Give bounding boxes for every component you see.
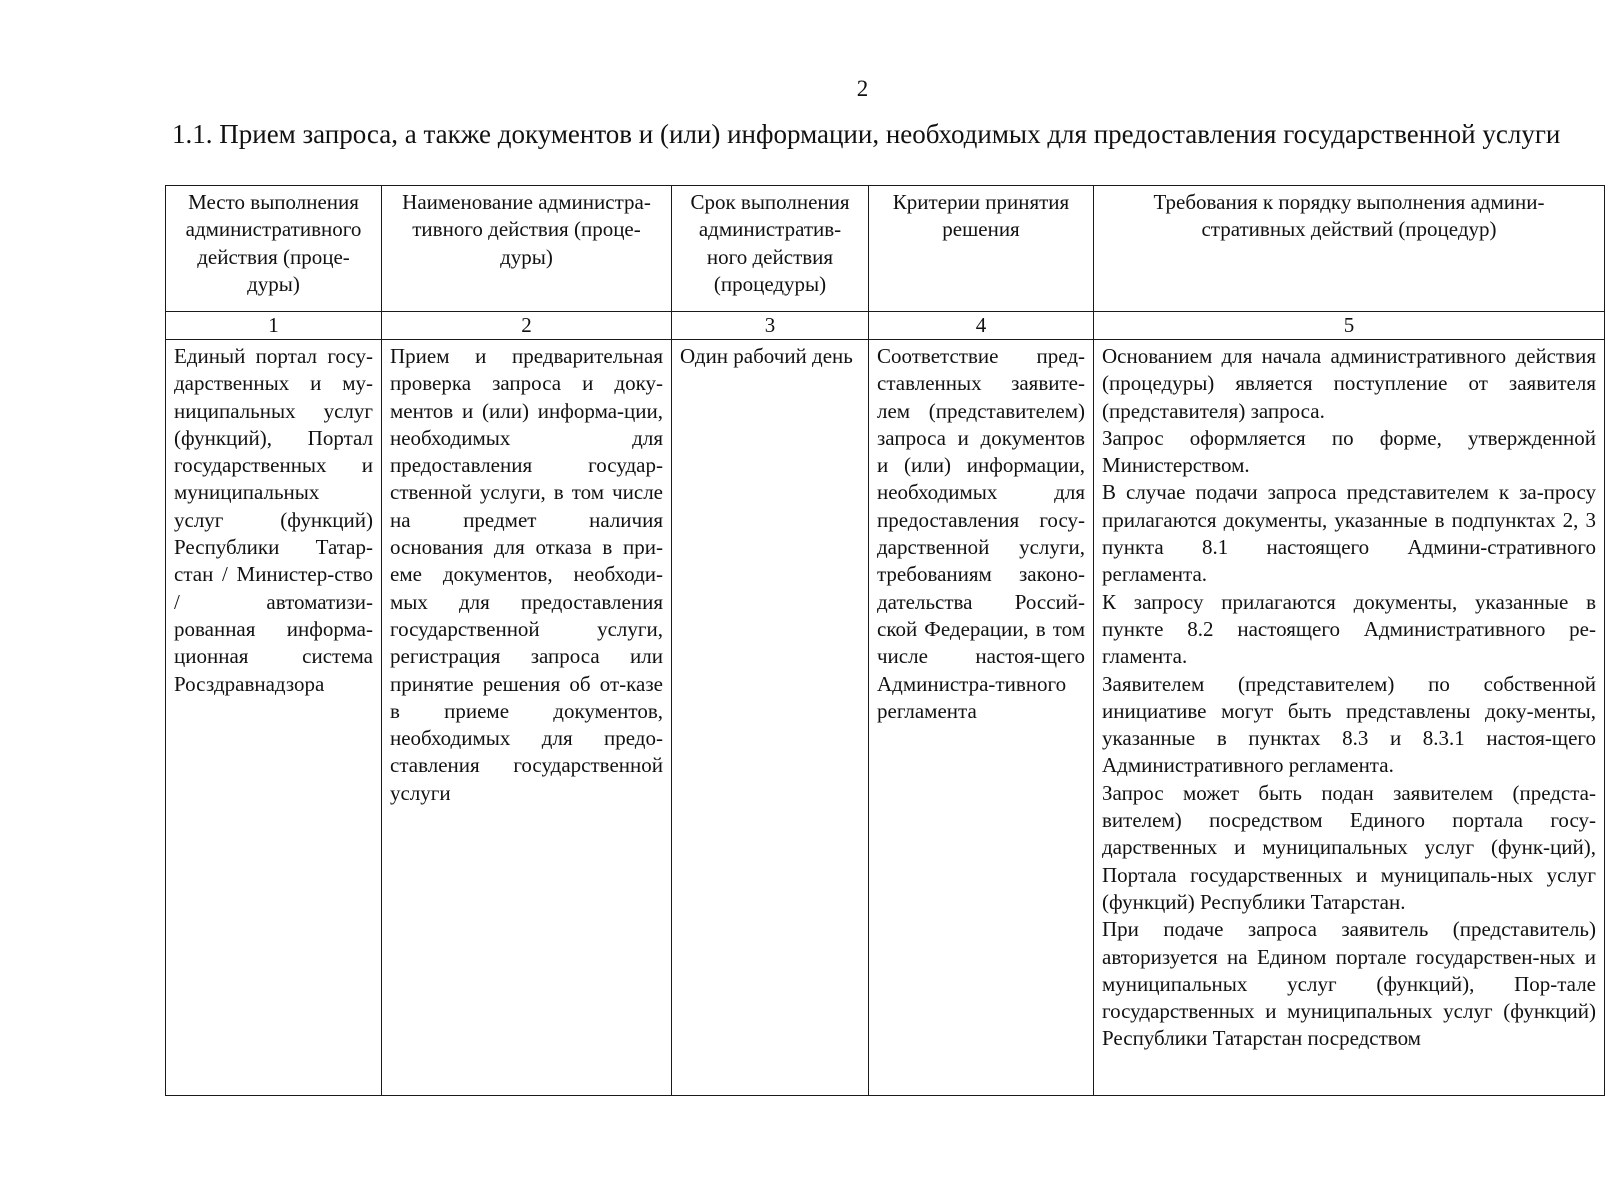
cell-action-name [382, 340, 672, 1096]
requirement-paragraph: При подаче запроса заявитель (представитель) авторизуется на Едином портале государствен-ных и муниципальных услуг (функций), Пор-тале государственных и муниципальных услуг (функций) Республики Татарстан посредством [1102, 917, 1596, 1051]
header-row [166, 186, 1605, 312]
header-requirements: Требования к порядку выполнения админи-стративных действий (процедур) [1094, 186, 1605, 312]
cell-criteria [869, 340, 1094, 1096]
requirement-paragraph: В случае подачи запроса представителем к за-просу прилагаются документы, указанные в подпунктах 2, 3 пункта 8.1 настоящего Админи-стративного регламента. [1102, 480, 1596, 587]
header-criteria: Критерии принятия решения [869, 186, 1094, 312]
header-action-name: Наименование администра-тивного действия (проце-дуры) [382, 186, 672, 312]
column-number: 4 [869, 312, 1094, 340]
section-title: 1.1. Прием запроса, а также документов и (или) информации, необходимых для предоставления государственной услуги [172, 119, 1561, 149]
cell-term [672, 340, 869, 1096]
requirement-paragraph: К запросу прилагаются документы, указанные в пункте 8.2 настоящего Административного ре-гламента. [1102, 589, 1596, 669]
column-number-row [166, 312, 1605, 340]
header-place: Место выполнения административного действия (проце-дуры) [166, 186, 382, 312]
term-text: Один рабочий день [680, 344, 853, 368]
header-term: Срок выполнения административ-ного действия (процедуры) [672, 186, 869, 312]
requirement-paragraph: Основанием для начала административного действия (процедуры) является поступление от заявителя (представителя) запроса. [1102, 344, 1596, 423]
cell-requirements [1094, 340, 1605, 1096]
cell-place [166, 340, 382, 1096]
column-number: 2 [382, 312, 672, 340]
procedure-table [165, 185, 1605, 1096]
column-number: 3 [672, 312, 869, 340]
requirement-paragraph: Запрос может быть подан заявителем (предста-вителем) посредством Единого портала госу-дарственных и муниципальных услуг (функ-ций), Портала государственных и муниципаль-ных услуг (функций) Республики Татарстан. [1102, 780, 1596, 914]
action-name-text: Прием и предварительная проверка запроса и доку-ментов и (или) информа-ции, необходимых для предоставления государ-ственной услуги, в том числе на предмет наличия основания для отказа в при-еме документов, необходи-мых для предоставления государственной услуги, регистрация запроса или принятие решения об от-казе в приеме документов, необходимых для предо-ставления государственной услуги [390, 344, 663, 805]
column-number: 5 [1094, 312, 1605, 340]
page-number: 2 [856, 76, 869, 101]
place-text: Единый портал госу-дарственных и му-ниципальных услуг (функций), Портал государственных и муниципальных услуг (функций) Республики Татар-стан / Министер-ство / автоматизи-рованная информа-ционная система Росздравнадзора [174, 344, 373, 696]
column-number: 1 [166, 312, 382, 340]
requirement-paragraph: Заявителем (представителем) по собственной инициативе могут быть представлены доку-менты, указанные в пунктах 8.3 и 8.3.1 настоя-щего Административного регламента. [1102, 671, 1596, 778]
table-row [166, 340, 1605, 1096]
criteria-text: Соответствие пред-ставленных заявите-лем (представителем) запроса и документов и (или) информации, необходимых для предоставления госу-дарственной услуги, требованиям законо-дательства Россий-ской Федерации, в том числе настоя-щего Администра-тивного регламента [877, 344, 1085, 723]
requirement-paragraph: Запрос оформляется по форме, утвержденной Министерством. [1102, 425, 1596, 478]
